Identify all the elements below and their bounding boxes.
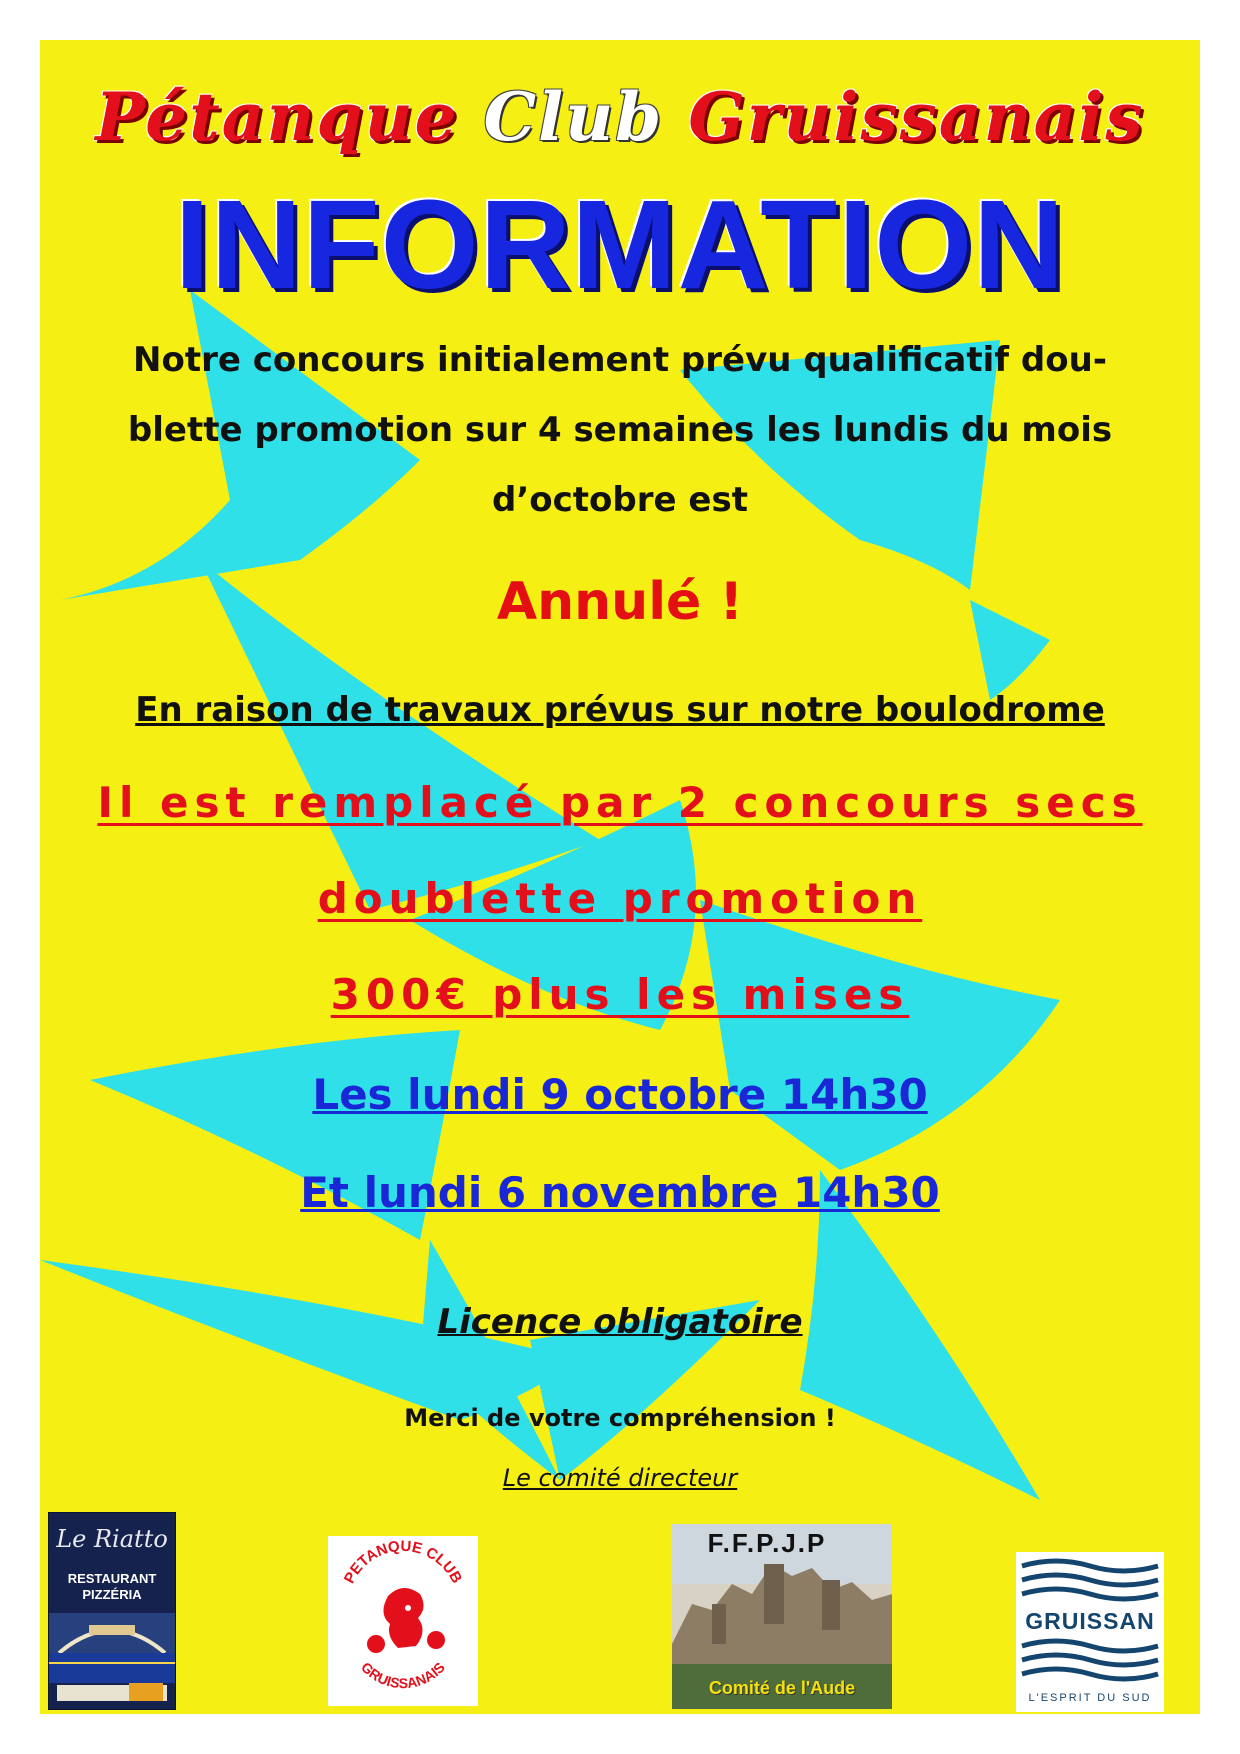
information-heading: INFORMATION: [174, 174, 1066, 315]
riatto-script-name: Le Riatto: [56, 1525, 168, 1553]
club-title: [40, 78, 1200, 156]
replacement-text-1: Il est remplacé par 2 concours secs: [97, 778, 1143, 827]
club-logo-top-text: PETANQUE CLUB: [340, 1537, 466, 1587]
date-line-1: [40, 1070, 1200, 1119]
pennant-shape: [700, 900, 1060, 1170]
intro-line-1: Notre concours initialement prévu qualificatif dou-: [133, 340, 1107, 380]
replacement-line-3: [40, 970, 1200, 1019]
poster: [40, 40, 1200, 1714]
licence-text: Licence obligatoire: [437, 1302, 803, 1342]
licence-line: [40, 1302, 1200, 1342]
petanque-club-logo: [328, 1536, 478, 1706]
gruissan-name: GRUISSAN: [1025, 1608, 1155, 1634]
replacement-line-1: [40, 778, 1200, 827]
club-title-petanque: Pétanque: [95, 78, 459, 156]
replacement-text-3: 300€ plus les mises: [330, 970, 910, 1019]
club-title-club: Club: [483, 78, 664, 156]
riatto-line-1: RESTAURANT: [67, 1571, 157, 1586]
signature-line: [40, 1464, 1200, 1492]
replacement-text-2: doublette promotion: [317, 874, 923, 923]
gruissan-town-logo: [1016, 1552, 1164, 1712]
club-logo-bottom-text: GRUISSANAIS: [358, 1658, 448, 1692]
intro-line-2: blette promotion sur 4 semaines les lundis du mois: [127, 410, 1113, 450]
date-text-1: Les lundi 9 octobre 14h30: [312, 1070, 928, 1119]
club-lion-emblem-icon: [328, 1536, 478, 1706]
intro-line-3: d’octobre est: [492, 480, 748, 520]
rialto-bridge-icon: [49, 1513, 175, 1709]
cancelled-notice: Annulé !: [496, 572, 744, 632]
date-text-2: Et lundi 6 novembre 14h30: [300, 1168, 940, 1217]
ffpjp-footer: Comité de l'Aude: [708, 1678, 856, 1698]
riatto-restaurant-logo: [48, 1512, 176, 1710]
ffpjp-aude-logo: [672, 1524, 892, 1709]
riatto-line-2: PIZZÉRIA: [82, 1587, 142, 1602]
reason-line: [40, 690, 1200, 730]
club-title-gruissanais: Gruissanais: [688, 78, 1145, 156]
signature-text: Le comité directeur: [502, 1464, 738, 1492]
replacement-line-2: [40, 874, 1200, 923]
thanks-line: Merci de votre compréhension !: [404, 1404, 836, 1432]
gruissan-tagline: L'ESPRIT DU SUD: [1028, 1692, 1152, 1704]
ffpjp-label: F.F.P.J.P: [707, 1528, 827, 1558]
date-line-2: [40, 1168, 1200, 1217]
reason-text: En raison de travaux prévus sur notre boulodrome: [135, 690, 1105, 730]
